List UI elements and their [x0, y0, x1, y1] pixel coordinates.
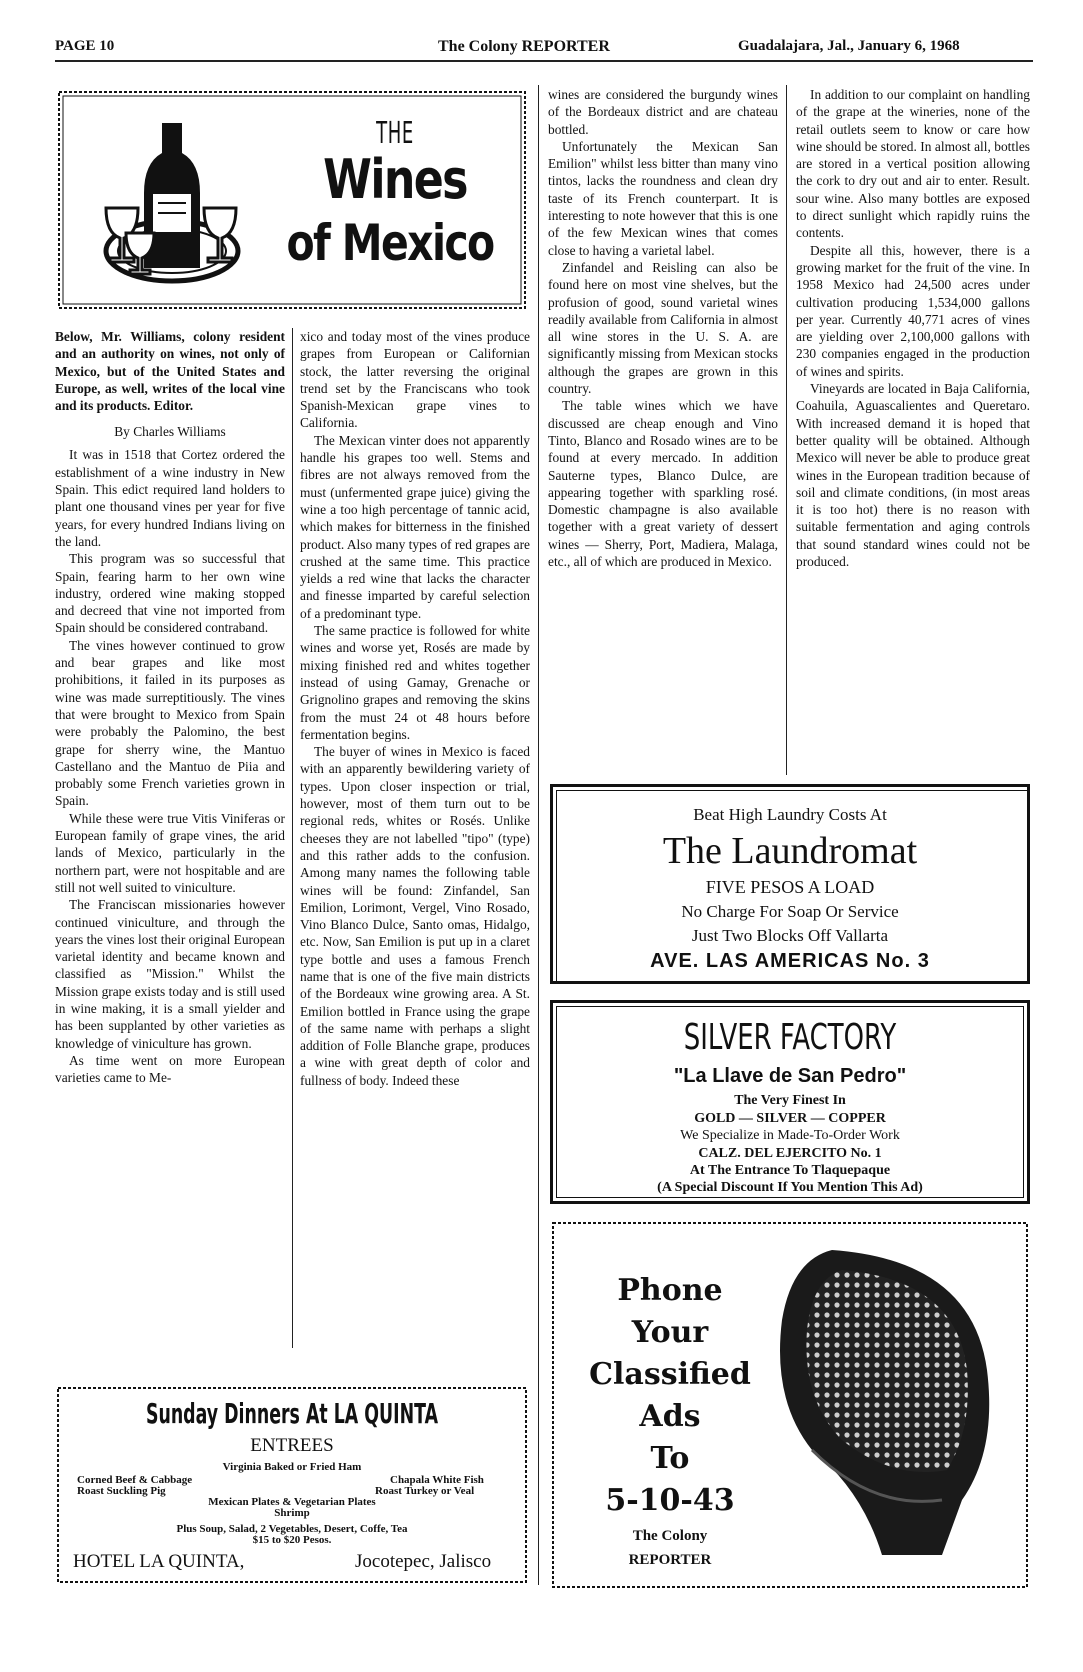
paragraph: Vineyards are located in Baja California, Coahuila, Aguascalientes and Queretaro. With increased demand it is hoped that better quality will be obtained. Although Mexico will never be able to produce great wines in the European tradition because of soil and climate conditions, (in most areas it is too hot) there is no reason with suitable fermentation and aging controls that sound standard wines could not be produced. — [796, 381, 1030, 570]
hotel-name: HOTEL LA QUINTA, — [73, 1551, 245, 1572]
laundromat-ad — [550, 784, 1030, 984]
menu-item: Roast Turkey or Veal — [375, 1485, 475, 1497]
laundromat-name: The Laundromat — [662, 830, 918, 872]
silver-line: GOLD — SILVER — COPPER — [694, 1111, 886, 1126]
silver-address: CALZ. DEL EJERCITO No. 1 — [698, 1146, 882, 1161]
article-title-box — [55, 88, 529, 312]
paragraph: While these were true Vitis Viniferas or European family of grape vines, the arid lands of Mexico, particularly in the northern part, were not hospitable and are still not well suited to viniculture. — [55, 810, 285, 895]
paragraph: The Franciscan missionaries however continued viniculture, and through the years the vines lost their original European varietal identity and became known and classified as "Mission." Whilst the Mission grape exists today and is still used in wine making, it is a small yielder and has been supplanted by other varieties as knowledge of viniculture has grown. — [55, 897, 285, 1051]
silver-discount: (A Special Discount If You Mention This Ad) — [657, 1180, 923, 1195]
paragraph: The vines however continued to grow and bear grapes and like most prohibitions, it failed in its purposes as wine was made surreptitiously. The vines that were brought to Mexico from Spain were probably the Palomino, the best grape for sherry wine, the Mantuo Castellano and the Mantuo de Piia and probably some French varieties grown in Spain. — [55, 637, 285, 809]
laundromat-line: Just Two Blocks Off Vallarta — [691, 926, 889, 945]
menu-item: Mexican Plates & Vegetarian Plates — [208, 1496, 376, 1508]
menu-item: Chapala White Fish — [390, 1474, 484, 1486]
paragraph: It was in 1518 that Cortez ordered the establishment of a wine industry in New Spain. This edict required land holders to plant one thousand vines per year for five years, for every hundred Indians living on the land. — [55, 447, 285, 549]
silver-factory-sub: "La Llave de San Pedro" — [673, 1065, 907, 1087]
wine-tray-icon — [100, 113, 250, 293]
telephone-receiver-icon — [772, 1250, 1002, 1560]
laundromat-address: AVE. LAS AMERICAS No. 3 — [650, 950, 930, 972]
silver-line: We Specialize in Made-To-Order Work — [680, 1128, 900, 1143]
classified-paper: The Colony — [632, 1528, 708, 1544]
paragraph: Despite all this, however, there is a growing market for the fruit of the vine. In 1958 Mexico had 24,500 acres under cultivation producing 1,534,000 gallons per year. Currently 40,771 acres of vines are yielding over 2,100,000 gallons with 230 companies engaged in the production of wines and spirits. — [796, 242, 1030, 379]
article-byline: By Charles Williams — [114, 424, 226, 440]
menu-price: $15 to $20 Pesos. — [252, 1534, 332, 1546]
paragraph: The same practice is followed for white wines and worse yet, Rosés are made by mixing finished red and whites together instead of using Gamay, Grenache or Grignolino grapes and removing the skins from the must 24 ot 48 hours before fermentation begins. — [300, 623, 530, 742]
laundromat-tagline: Beat High Laundry Costs At — [693, 805, 887, 824]
classified-line: Phone — [617, 1273, 723, 1308]
paragraph: Unfortunately the Mexican San Emilion" whilst less bitter than many vino tintos, lacks the roundness and clean dry taste of its French counterpart. It is interesting to note however that this is one of the few Mexican wines that comes close to having a varietal label. — [548, 138, 778, 258]
classified-line: Ads — [639, 1399, 701, 1434]
menu-item: Roast Suckling Pig — [77, 1485, 166, 1497]
page-number: PAGE 10 — [55, 38, 115, 54]
menu-item: Shrimp — [274, 1507, 310, 1519]
silver-factory-ad — [550, 1000, 1030, 1204]
paragraph: As time went on more European varieties came to Me- — [55, 1052, 285, 1086]
article-column-3 — [548, 86, 778, 570]
article-column-2 — [300, 328, 530, 1089]
la-quinta-title: Sunday Dinners At LA QUINTA — [145, 1397, 439, 1430]
column-rule — [292, 328, 293, 1348]
laundromat-line: No Charge For Soap Or Service — [681, 902, 899, 921]
paragraph: The buyer of wines in Mexico is faced with an apparently bewildering variety of types. Upon closer inspection or trial, however, most of them turn out to be regional reds, whites or Rosés. Unlike cheeses they are not labelled "tipo" (type) and this rather adds to the confusion. Among many names the following table wines will be found: Zinfandel, San Emilion, Lorimont, Vergel, Vino Rosado, Vino Blanco Dulce, Santo omas, Hidalgo, etc. Now, San Emilion is put up in a claret type bottle and uses a famous French name that is one of the five main districts of the Bordeaux wine growing area. A St. Emilion bottled in France using the grape of the same name with perhaps a slight addition of Folle Blanche grape, produces a wine with great depth of color and fullness of body. Indeed these — [300, 744, 530, 1088]
header-rule — [55, 60, 1033, 62]
article-column-1 — [55, 328, 285, 1086]
classified-ad — [550, 1220, 1030, 1590]
la-quinta-entrees: ENTREES — [250, 1435, 334, 1456]
menu-item: Corned Beef & Cabbage — [77, 1474, 193, 1486]
title-the: THE — [376, 116, 414, 151]
silver-line: At The Entrance To Tlaquepaque — [689, 1163, 891, 1178]
paragraph: In addition to our complaint on handling of the grape at the wineries, none of the retail outlets seem to know or care how wine should be stored. In almost all, bottles are stored in a vertical position allowing the cork to dry out and air to enter. Result. sour wine. Also many bottles are exposed to direct sunlight which rapidly ruins the contents. — [796, 87, 1030, 241]
classified-line: To — [650, 1441, 690, 1476]
classified-phone: 5-10-43 — [605, 1483, 735, 1518]
silver-factory-name: SILVER FACTORY — [683, 1017, 897, 1058]
classified-text — [580, 1270, 760, 1522]
title-of-mexico: of Mexico — [286, 214, 494, 272]
paragraph: wines are considered the burgundy wines of the Bordeaux district and are chateau bottled. — [548, 87, 778, 137]
column-rule — [786, 85, 787, 775]
paragraph: This program was so successful that Spain, fearing harm to her own wine industry, ordered wine making stopped and decreed that vine not imported from Spain should be considered contraband. — [55, 551, 285, 636]
classified-line: Your — [631, 1315, 709, 1350]
laundromat-price: FIVE PESOS A LOAD — [705, 877, 875, 897]
dateline: Guadalajara, Jal., January 6, 1968 — [738, 38, 960, 54]
classified-paper: REPORTER — [628, 1552, 712, 1568]
silver-line: The Very Finest In — [734, 1093, 846, 1108]
article-intro: Below, Mr. Williams, colony resident and an authority on wines, not only of Mexico, but of the United States and Europe, as well, writes of the local vine and its products. Editor. — [55, 329, 285, 414]
paragraph: xico and today most of the vines produce grapes from European or Californian stock, the latter reversing the original trend set by the Franciscans who took Spanish-Mexican grape vines to California. — [300, 329, 530, 431]
classified-line: Classified — [589, 1357, 751, 1392]
menu-extras: Plus Soup, Salad, 2 Vegetables, Desert, Coffe, Tea — [176, 1523, 408, 1535]
hotel-location: Jocotepec, Jalisco — [355, 1551, 492, 1572]
title-wines: Wines — [323, 148, 467, 211]
la-quinta-ad — [55, 1385, 529, 1585]
paper-name: The Colony REPORTER — [438, 38, 610, 55]
paragraph: The Mexican vinter does not apparently handle his grapes too well. Stems and fibres are not always removed from the must (unfermented grape juice) giving the wine a too high percentage of tannic acid, which makes for bitterness in the finished product. Also many types of red grapes are crushed at the same time. This practice yields a red wine that lacks the character and finesse imparted by careful selection of a predominant type. — [300, 432, 530, 621]
article-column-4 — [796, 86, 1030, 570]
paragraph: Zinfandel and Reisling can also be found here on most vine shelves, but the profusion of good, sound varietal wines readily available from California in almost all wine stores in the U. S. A. are significantly missing from Mexican stocks although the grapes are grown in this country. — [548, 259, 778, 397]
menu-item: Virginia Baked or Fried Ham — [222, 1461, 362, 1473]
paragraph: The table wines which we have discussed are cheap enough and Vino Tinto, Blanco and Rosado wines are to be found at every mercado. In addition Sauterne types, Blanco Dulce, are appearing together with sparkling rosé. Domestic champagne is also available together with a great variety of dessert wines — Sherry, Port, Madiera, Malaga, etc., all of which are produced in Mexico. — [548, 398, 778, 570]
column-rule — [538, 85, 539, 1585]
